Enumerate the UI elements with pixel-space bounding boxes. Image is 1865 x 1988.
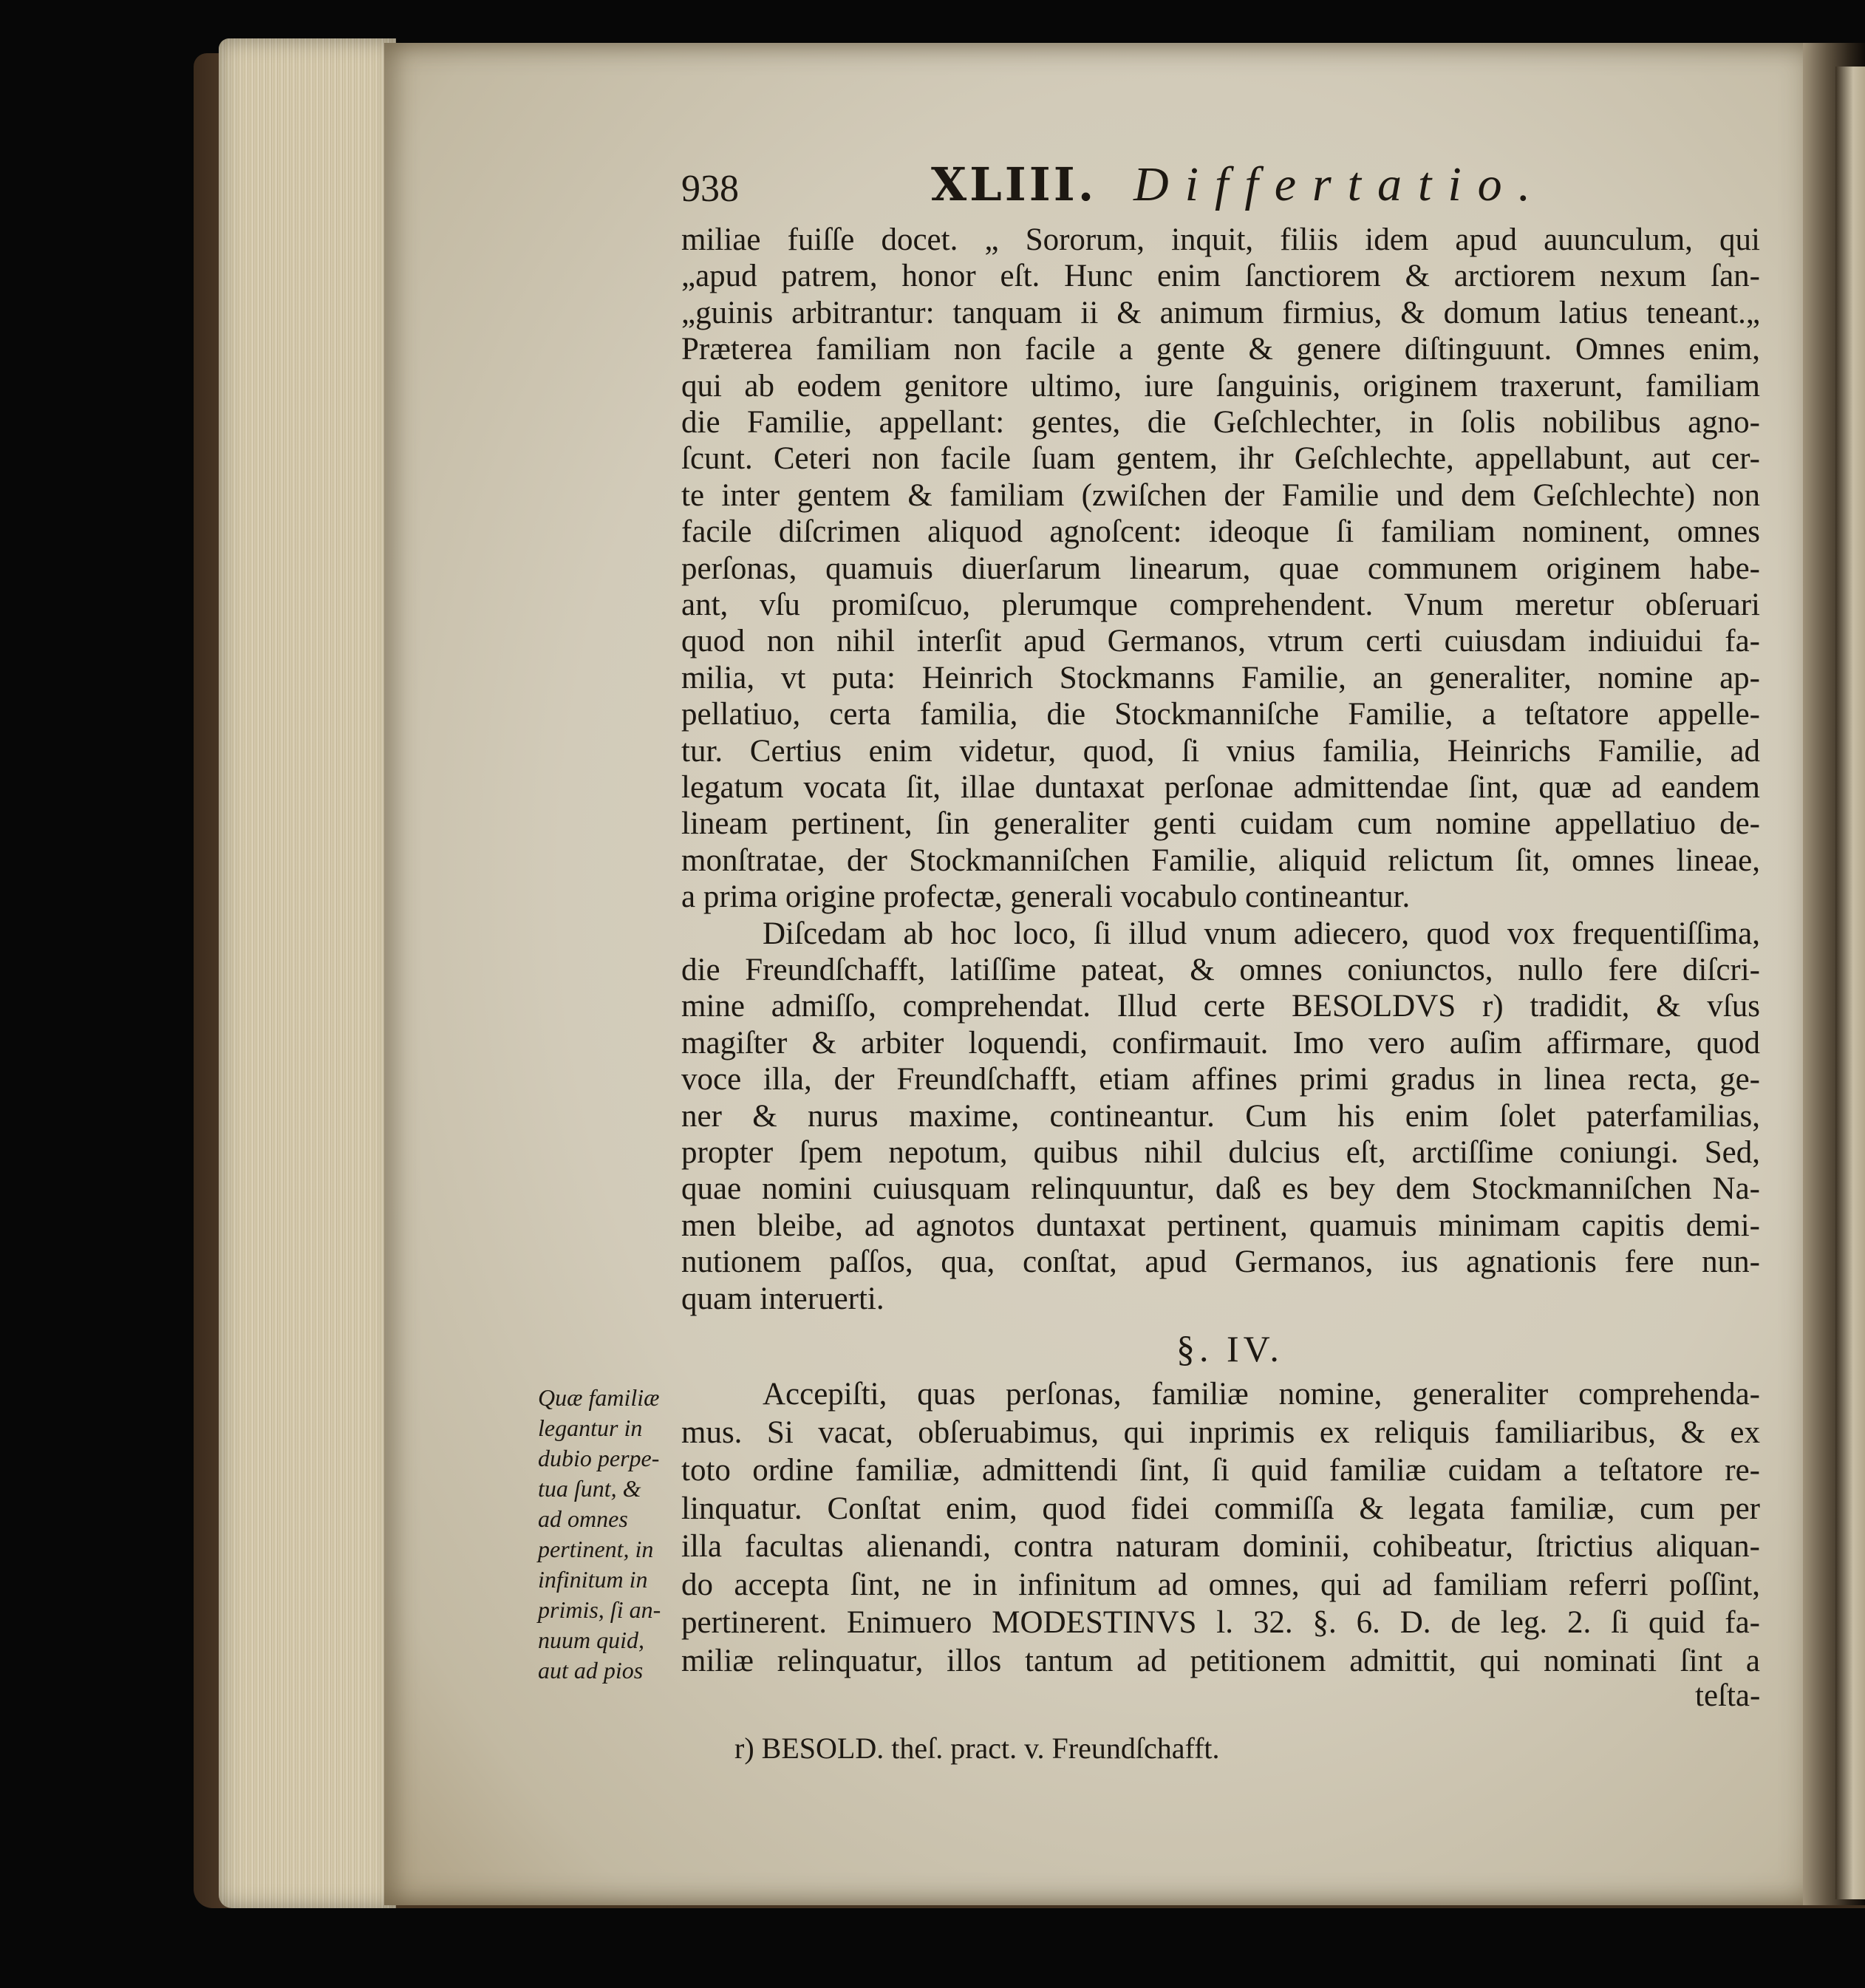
running-head-roman: XLIII.: [931, 157, 1097, 211]
section-line: toto ordine familiæ, admittendi ſint, ſi quid familiæ cuidam a teſtatore re-: [681, 1453, 1760, 1488]
body-line: quam interuerti.: [681, 1281, 884, 1316]
body-line: facile diſcrimen aliquod agnoſcent: ideoque ſi familiam nominent, omnes: [681, 514, 1760, 550]
body-line: monſtratae, der Stockmanniſchen Familie, aliquid relictum ſit, omnes lineae,: [681, 842, 1760, 878]
body-line: quae nomini cuiusquam relinquuntur, daß es bey dem Stockmanniſchen Na-: [681, 1171, 1760, 1207]
page-edges: [219, 38, 396, 1908]
section-line: illa facultas alienandi, contra naturam dominii, cohibeatur, ſtrictius aliquan-: [681, 1529, 1760, 1564]
body-line: mine admiſſo, comprehendat. Illud certe BESOLDVS r) tradidit, & vſus: [681, 989, 1760, 1024]
margin-note-line: legantur in: [538, 1415, 643, 1441]
body-line: die Familie, appellant: gentes, die Geſchlechter, in ſolis nobilibus agno-: [681, 405, 1760, 440]
margin-note-line: infinitum in: [538, 1566, 648, 1593]
body-line: te inter gentem & familiam (zwiſchen der Familie und dem Geſchlechte) non: [681, 477, 1760, 513]
page-number: 938: [681, 168, 739, 210]
margin-note-line: nuum quid,: [538, 1627, 644, 1653]
body-line: qui ab eodem genitore ultimo, iure ſanguinis, originem traxerunt, familiam: [681, 368, 1760, 404]
body-line: perſonas, quamuis diuerſarum linearum, quae communem originem habe-: [681, 551, 1760, 586]
body-line: „apud patrem, honor eſt. Hunc enim ſanctiorem & arctiorem nexum ſan-: [681, 259, 1760, 294]
body-line: magiſter & arbiter loquendi, confirmauit. Imo vero auſim affirmare, quod: [681, 1025, 1760, 1061]
margin-note-line: aut ad pios: [538, 1657, 644, 1684]
margin-note-line: tua ſunt, &: [538, 1475, 641, 1502]
body-line: „guinis arbitrantur: tanquam ii & animum firmius, & domum latius teneant.„: [681, 295, 1760, 330]
body-line: voce illa, der Freundſchafft, etiam affines primi gradus in linea recta, ge-: [681, 1062, 1760, 1097]
body-line: miliae fuiſſe docet. „ Sororum, inquit, filiis idem apud auunculum, qui: [681, 222, 1760, 257]
section-line: linquatur. Conſtat enim, quod fidei commiſſa & legata familiæ, cum per: [681, 1491, 1760, 1526]
body-line: propter ſpem nepotum, quibus nihil dulcius eſt, arctiſſime coniungi. Sed,: [681, 1135, 1760, 1170]
body-line: die Freundſchafft, latiſſime pateat, & omnes coniunctos, nullo fere diſcri-: [681, 953, 1760, 987]
body-line: nutionem paſſos, qua, conſtat, apud Germanos, ius agnationis fere nun-: [681, 1245, 1760, 1280]
body-line: ant, vſu promiſcuo, plerumque comprehendent. Vnum meretur obſeruari: [681, 588, 1760, 622]
body-line: tur. Certius enim videtur, quod, ſi vnius familia, Heinrichs Familie, ad: [681, 733, 1760, 769]
margin-note-line: primis, ſi an-: [538, 1596, 661, 1623]
margin-note-line: pertinent, in: [538, 1536, 654, 1562]
section-line: Accepiſti, quas perſonas, familiæ nomine, generaliter comprehenda-: [763, 1377, 1760, 1412]
body-line: pellatiuo, certa familia, die Stockmanniſche Familie, a teſtatore appelle-: [681, 697, 1760, 732]
section-line: mus. Si vacat, obſeruabimus, qui inprimis ex reliquis familiaribus, & ex: [681, 1415, 1760, 1450]
body-line: a prima origine profectæ, generali vocabulo contineantur.: [681, 879, 1411, 915]
body-line: Præterea familiam non facile a gente & genere diſtinguunt. Omnes enim,: [681, 332, 1760, 367]
section-line: miliæ relinquatur, illos tantum ad petitionem admittit, qui nominati ſint a: [681, 1643, 1760, 1678]
body-line: quod non nihil interſit apud Germanos, vtrum certi cuiusdam indiuidui fa-: [681, 624, 1760, 659]
running-head-title: Differtatio.: [1133, 157, 1547, 211]
body-line: ner & nurus maxime, contineantur. Cum his enim ſolet paterfamilias,: [681, 1098, 1760, 1134]
margin-note-line: Quæ familiæ: [538, 1384, 660, 1411]
body-line: ſcunt. Ceteri non facile ſuam gentem, ihr Geſchlechte, appellabunt, aut cer-: [681, 441, 1760, 477]
facing-page-edge: [1835, 67, 1865, 1899]
section-heading: §. IV.: [1176, 1328, 1283, 1369]
catchword: teſta-: [1695, 1678, 1761, 1713]
body-line: men bleibe, ad agnotos duntaxat pertinent, quamuis minimam capitis demi-: [681, 1208, 1760, 1243]
section-line: pertinerent. Enimuero MODESTINVS l. 32. §. 6. D. de leg. 2. ſi quid fa-: [681, 1605, 1760, 1640]
body-line: milia, vt puta: Heinrich Stockmanns Familie, an generaliter, nomine ap-: [681, 660, 1760, 695]
running-head: [931, 157, 1547, 213]
body-line: lineam pertinent, ſin generaliter genti cuidam cum nomine appellatiuo de-: [681, 806, 1760, 842]
section-line: do accepta ſint, ne in infinitum ad omnes, qui ad familiam referri poſſint,: [681, 1567, 1760, 1602]
body-line: Diſcedam ab hoc loco, ſi illud vnum adiecero, quod vox frequentiſſima,: [763, 916, 1760, 951]
margin-note-line: dubio perpe-: [538, 1445, 660, 1471]
footnote: r) BESOLD. theſ. pract. v. Freundſchafft.: [734, 1732, 1220, 1765]
margin-note-line: ad omnes: [538, 1505, 628, 1532]
body-line: legatum vocata ſit, illae duntaxat perſonae admittendae ſint, quæ ad eandem: [681, 770, 1760, 805]
